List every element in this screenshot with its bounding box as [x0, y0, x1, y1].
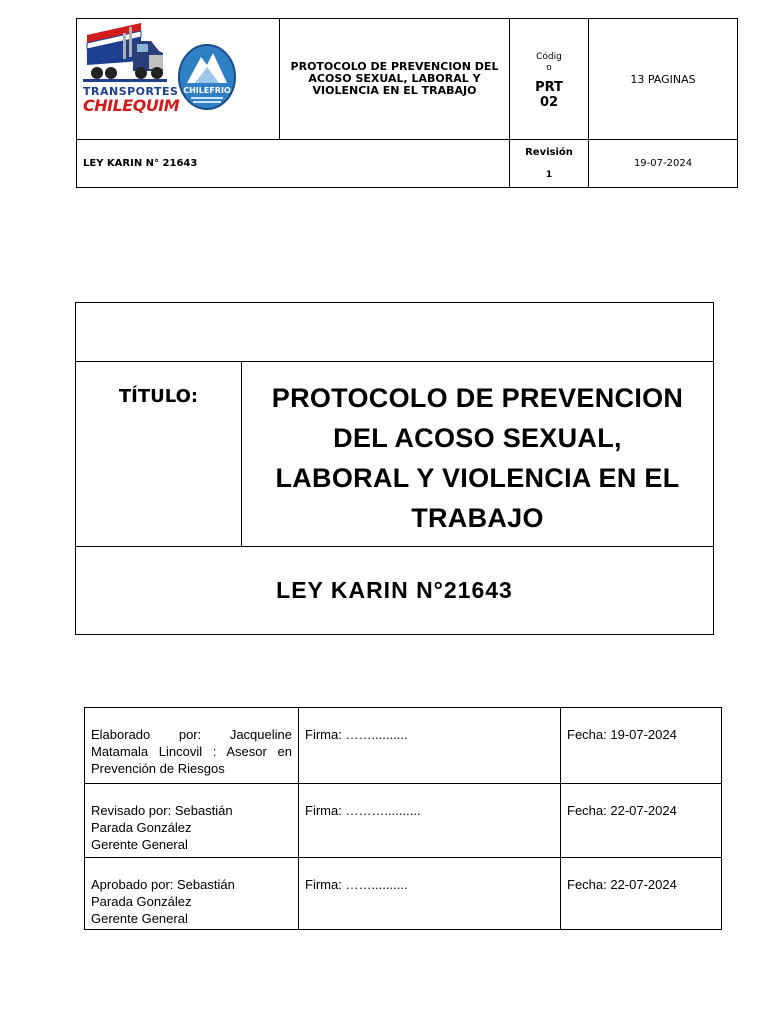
- header-doc-title: PROTOCOLO DE PREVENCION DEL ACOSO SEXUAL, LABORAL Y VIOLENCIA EN EL TRABAJO: [280, 19, 510, 140]
- table-row: [85, 858, 722, 930]
- logos-cell: [77, 19, 280, 140]
- page-count: 13 PAGINAS: [589, 19, 738, 140]
- fecha-field: Fecha: 22-07-2024: [561, 858, 722, 930]
- firma-field: Firma: ……..........: [299, 708, 561, 784]
- main-title-line4: TRABAJO: [411, 502, 544, 533]
- logo-brand-top: TRANSPORTES: [83, 85, 179, 98]
- main-title-line1: PROTOCOLO DE PREVENCION: [271, 382, 684, 413]
- code-value-line2: 02: [539, 95, 559, 110]
- code-label-line1: Códig: [536, 52, 562, 62]
- main-title-line2: DEL ACOSO SEXUAL,: [333, 422, 622, 453]
- elaborado-por: Elaborado por: Jacqueline Matamala Lincovil : Asesor en Prevención de Riesgos: [85, 708, 299, 784]
- approvals-table: [84, 707, 722, 930]
- revisado-por-line1: Revisado por: Sebastián: [91, 803, 233, 818]
- aprobado-por-line2: Parada González: [91, 894, 192, 909]
- aprobado-por-line1: Aprobado por: Sebastián: [91, 877, 235, 892]
- code-label-line2: o: [546, 63, 552, 73]
- logo-badge-text: CHILEFRIO: [183, 86, 231, 95]
- firma-field: Firma: ………..........: [299, 784, 561, 858]
- revision-label: Revisión: [525, 146, 573, 158]
- aprobado-por-line3: Gerente General: [91, 911, 188, 926]
- header-date: 19-07-2024: [589, 140, 738, 188]
- title-block: [75, 302, 714, 635]
- chilefrio-badge-icon: [177, 43, 237, 111]
- revisado-por-line2: Parada González: [91, 820, 192, 835]
- code-value-line1: PRT: [535, 80, 563, 95]
- fecha-field: Fecha: 22-07-2024: [561, 784, 722, 858]
- table-row: [85, 784, 722, 858]
- revisado-por-line3: Gerente General: [91, 837, 188, 852]
- revisado-por: [85, 784, 299, 858]
- main-title-line3: LABORAL Y VIOLENCIA EN EL: [275, 462, 680, 493]
- document-header: [76, 18, 738, 188]
- logo-brand-bottom: CHILEQUIM: [83, 96, 180, 115]
- title-label: TÍTULO:: [76, 362, 242, 547]
- aprobado-por: [85, 858, 299, 930]
- revision-number: 1: [545, 169, 553, 180]
- fecha-field: Fecha: 19-07-2024: [561, 708, 722, 784]
- revision-cell: [510, 140, 589, 188]
- code-cell: [510, 19, 589, 140]
- law-title: LEY KARIN N°21643: [76, 546, 714, 634]
- main-title: [242, 362, 714, 547]
- firma-field: Firma: ……..........: [299, 858, 561, 930]
- truck-logo-icon: [83, 21, 167, 85]
- table-row: [85, 708, 722, 784]
- header-law: LEY KARIN N° 21643: [77, 140, 510, 188]
- title-block-empty-row: [76, 303, 714, 362]
